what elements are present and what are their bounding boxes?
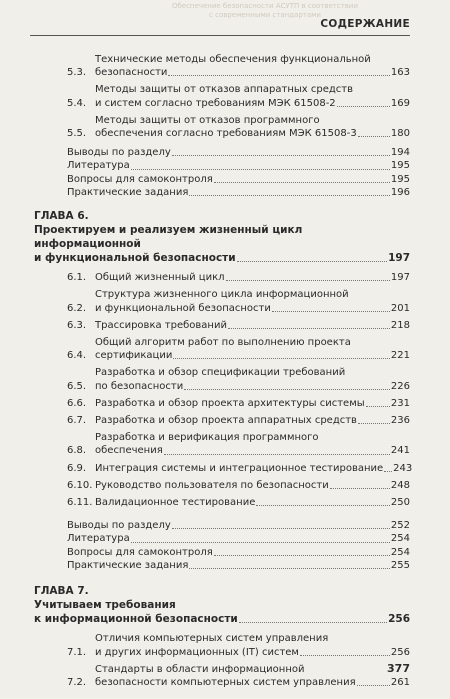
section-title-line: и других информационных (IT) систем	[95, 646, 299, 658]
toc-entry	[34, 496, 410, 509]
chapter-title-line: и функциональной безопасности	[34, 252, 236, 265]
page-ref: 256	[390, 646, 410, 658]
dot-leader	[300, 655, 390, 656]
dot-leader	[272, 311, 390, 312]
toc-entry	[34, 319, 410, 332]
toc-entry	[34, 462, 413, 475]
toc-entry	[34, 546, 410, 559]
section-text	[95, 288, 410, 314]
entry-label: Вопросы для самоконтроля	[67, 173, 213, 185]
page-ref: 163	[390, 67, 410, 79]
toc-entry	[34, 632, 410, 658]
page-ref: 254	[390, 546, 410, 558]
section-number: 6.6.	[67, 397, 87, 409]
toc-last-line	[95, 97, 410, 110]
dot-leader	[226, 280, 390, 281]
toc-last-line	[95, 127, 410, 140]
toc-entry	[34, 159, 410, 172]
page-number: 377	[387, 662, 410, 675]
section-text	[95, 114, 410, 140]
toc-last-line	[34, 612, 410, 626]
toc-last-line	[95, 646, 410, 659]
page-ref: 252	[390, 520, 410, 532]
section-title-line: Общий алгоритм работ по выполнению проекта	[95, 337, 351, 349]
chapter-title-line: Учитываем требования	[34, 599, 176, 612]
chapter-label: ГЛАВА 7.	[34, 585, 89, 598]
toc-entry	[34, 114, 410, 140]
dot-leader	[214, 182, 390, 183]
section-number: 6.2.	[67, 302, 87, 314]
toc-entry	[34, 479, 410, 492]
section-list-ch5	[34, 53, 410, 140]
chapter-title	[34, 223, 410, 265]
toc-last-line	[95, 444, 410, 457]
toc-last-line	[95, 479, 410, 492]
section-number: 6.5.	[67, 380, 87, 392]
section-list-ch6	[34, 271, 413, 509]
dot-leader	[164, 454, 390, 455]
entry-label: Практические задания	[67, 559, 189, 571]
page-ref: 236	[390, 415, 410, 427]
toc-last-line	[67, 532, 410, 545]
page-ref: 241	[390, 445, 410, 457]
end-matter-ch5	[34, 146, 410, 199]
section-number: 5.5.	[67, 128, 87, 140]
page-ref: 195	[390, 173, 410, 185]
section-number: 6.9.	[67, 462, 87, 474]
toc-entry	[34, 53, 410, 79]
section-title-line: Разработка и верификация программного	[95, 432, 319, 444]
section-text	[95, 479, 410, 492]
toc-entry	[34, 532, 410, 545]
page-ref: 226	[390, 380, 410, 392]
toc-entry	[34, 336, 410, 362]
bleed-through-text: Обеспечение безопасности АСУТП в соответствии с современными стандартами	[171, 2, 359, 19]
toc-last-line	[67, 546, 410, 559]
chapter-label: ГЛАВА 6.	[34, 210, 89, 223]
page-ref: 169	[390, 97, 410, 109]
section-number: 6.7.	[67, 415, 87, 427]
section-number: 7.1.	[67, 646, 87, 658]
toc-last-line	[34, 251, 410, 265]
section-title-line: Разработка и обзор проекта аппаратных средств	[95, 415, 357, 427]
dot-leader	[358, 423, 390, 424]
section-text	[95, 336, 410, 362]
dot-leader	[214, 555, 390, 556]
section-title-line: по безопасности	[95, 380, 184, 392]
section-number: 6.3.	[67, 319, 87, 331]
section-title-line: безопасности	[95, 67, 168, 79]
entry-label: Практические задания	[67, 186, 189, 198]
dot-leader	[131, 542, 390, 543]
running-title: СОДЕРЖАНИЕ	[320, 18, 410, 30]
toc-last-line	[67, 146, 410, 159]
toc-last-line	[95, 66, 410, 79]
section-title-line: Общий жизненный цикл	[95, 272, 225, 284]
toc-entry	[34, 414, 410, 427]
dot-leader	[384, 471, 392, 472]
page-ref: 248	[390, 479, 410, 491]
section-number: 6.10.	[67, 479, 93, 491]
toc-entry	[34, 397, 410, 410]
toc-last-line	[95, 349, 410, 362]
section-text	[95, 366, 410, 392]
dot-leader	[189, 568, 390, 569]
section-text	[95, 271, 410, 284]
table-of-contents	[34, 53, 413, 689]
page-ref: 197	[390, 272, 410, 284]
section-text	[95, 462, 412, 475]
chapter-title-line: Проектируем и реализуем жизненный цикл информационной	[34, 224, 303, 251]
toc-entry	[34, 173, 410, 186]
page-ref: 180	[390, 128, 410, 140]
end-matter-ch6	[34, 519, 410, 572]
section-title-line: Разработка и обзор проекта архитектуры системы	[95, 397, 365, 409]
page-ref: 256	[388, 613, 410, 626]
toc-last-line	[67, 173, 410, 186]
page-ref: 255	[390, 559, 410, 571]
section-text	[95, 496, 410, 509]
page-ref: 221	[390, 350, 410, 362]
toc-entry	[34, 83, 410, 109]
toc-last-line	[67, 159, 410, 172]
toc-entry	[34, 559, 410, 572]
toc-last-line	[95, 397, 410, 410]
page-ref: 231	[390, 397, 410, 409]
section-title-line: Отличия компьютерных систем управления	[95, 633, 329, 645]
section-text	[95, 319, 410, 332]
page-ref: 254	[390, 533, 410, 545]
dot-leader	[172, 155, 390, 156]
section-title-line: Технические методы обеспечения функциональной	[95, 54, 371, 65]
section-title-line: обеспечения согласно требованиям МЭК 61508-3	[95, 128, 357, 140]
toc-last-line	[95, 462, 412, 475]
section-number: 6.4.	[67, 350, 87, 362]
dot-leader	[228, 328, 390, 329]
toc-last-line	[95, 319, 410, 332]
section-title-line: Интеграция системы и интеграционное тестирование	[95, 462, 384, 474]
toc-entry	[34, 519, 410, 532]
toc-last-line	[95, 302, 410, 315]
section-text	[95, 663, 410, 689]
page-ref: 196	[390, 186, 410, 198]
section-title-line: Разработка и обзор спецификации требований	[95, 367, 346, 379]
toc-entry	[34, 431, 410, 457]
section-title-line: сертификации	[95, 350, 173, 362]
page-ref: 243	[393, 462, 413, 474]
section-title-line: Трассировка требований	[95, 319, 227, 331]
dot-leader	[330, 488, 390, 489]
section-text	[95, 53, 410, 79]
section-text	[95, 83, 410, 109]
section-text	[95, 414, 410, 427]
entry-label: Литература	[67, 160, 130, 172]
section-number: 6.11.	[67, 497, 93, 509]
toc-last-line	[95, 380, 410, 393]
chapter-title	[34, 598, 410, 626]
toc-last-line	[95, 271, 410, 284]
dot-leader	[184, 389, 390, 390]
dot-leader	[366, 406, 390, 407]
chapter-title-line: к информационной безопасности	[34, 613, 238, 626]
dot-leader	[358, 136, 390, 137]
page-ref: 201	[390, 302, 410, 314]
toc-last-line	[95, 414, 410, 427]
section-number: 7.2.	[67, 676, 87, 688]
page-ref: 194	[390, 147, 410, 159]
section-number: 5.4.	[67, 97, 87, 109]
toc-last-line	[67, 519, 410, 532]
section-text	[95, 431, 410, 457]
toc-entry	[34, 271, 410, 284]
section-list-ch7	[34, 632, 410, 689]
section-title-line: Валидационное тестирование	[95, 497, 256, 509]
toc-entry	[34, 186, 410, 199]
dot-leader	[237, 261, 387, 262]
dot-leader	[168, 75, 390, 76]
toc-entry	[34, 366, 410, 392]
toc-entry	[34, 288, 410, 314]
section-title-line: Методы защиты от отказов аппаратных средств	[95, 84, 354, 96]
section-number: 6.1.	[67, 272, 87, 284]
entry-label: Вопросы для самоконтроля	[67, 546, 213, 558]
section-text	[95, 397, 410, 410]
dot-leader	[189, 195, 390, 196]
dot-leader	[357, 685, 390, 686]
section-title-line: обеспечения	[95, 445, 163, 457]
page-ref: 250	[390, 497, 410, 509]
page-ref: 195	[390, 160, 410, 172]
toc-entry	[34, 663, 410, 689]
dot-leader	[172, 528, 390, 529]
entry-label: Выводы по разделу	[67, 520, 171, 532]
dot-leader	[239, 622, 387, 623]
section-title-line: безопасности компьютерных систем управления	[95, 676, 356, 688]
dot-leader	[337, 106, 390, 107]
section-number: 5.3.	[67, 67, 87, 79]
dot-leader	[173, 358, 390, 359]
dot-leader	[256, 505, 390, 506]
section-title-line: и функциональной безопасности	[95, 302, 271, 314]
section-title-line: Стандарты в области информационной	[95, 663, 305, 675]
header-rule	[30, 35, 410, 36]
toc-entry	[34, 146, 410, 159]
dot-leader	[131, 169, 390, 170]
toc-last-line	[67, 559, 410, 572]
section-title-line: Методы защиты от отказов программного	[95, 114, 320, 126]
section-title-line: Руководство пользователя по безопасности	[95, 479, 329, 491]
toc-last-line	[67, 186, 410, 199]
page-ref: 261	[390, 676, 410, 688]
toc-last-line	[95, 496, 410, 509]
entry-label: Литература	[67, 533, 130, 545]
section-text	[95, 632, 410, 658]
entry-label: Выводы по разделу	[67, 147, 171, 159]
section-title-line: Структура жизненного цикла информационной	[95, 289, 349, 301]
toc-last-line	[95, 676, 410, 689]
page-ref: 218	[390, 319, 410, 331]
section-title-line: и систем согласно требованиям МЭК 61508-2	[95, 97, 336, 109]
page-ref: 197	[388, 252, 410, 265]
section-number: 6.8.	[67, 445, 87, 457]
